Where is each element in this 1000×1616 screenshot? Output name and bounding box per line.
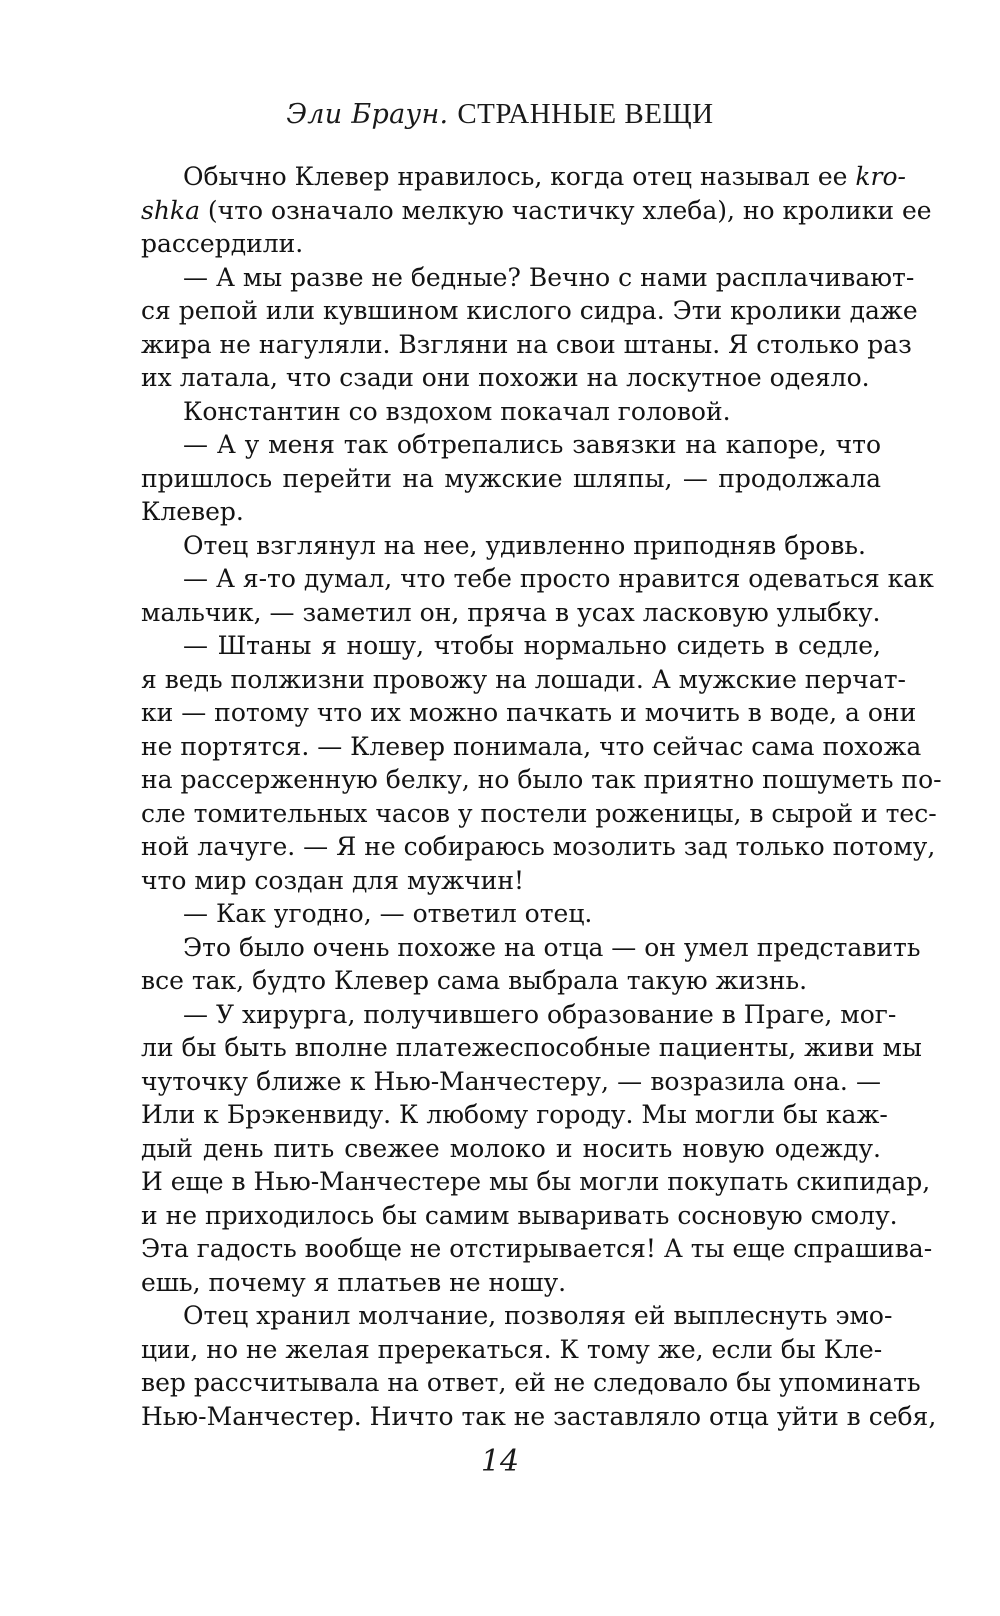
- text-line: и не приходилось бы самим вываривать сосновую смолу.: [141, 1200, 898, 1230]
- text-line: shka (что означало мелкую частичку хлеба), но кролики ее: [141, 195, 932, 225]
- text-line: — Как угодно, — ответил отец.: [183, 899, 593, 928]
- text-line: мальчик, — заметил он, пряча в усах ласковую улыбку.: [141, 597, 881, 627]
- text-line: Или к Брэкенвиду. К любому городу. Мы могли бы каж-: [141, 1100, 888, 1129]
- text-line: рассердили.: [141, 229, 304, 258]
- text-line: Обычно Клевер нравилось, когда отец называл ее kro-: [183, 162, 906, 191]
- text-line: чуточку ближе к Нью-Манчестеру, — возразила она. —: [141, 1066, 881, 1096]
- body-text: [141, 160, 942, 1433]
- text-line: сле томительных часов у постели роженицы, в сырой и тес-: [141, 798, 937, 828]
- text-line: ся репой или кувшином кислого сидра. Эти кролики даже: [141, 296, 918, 325]
- text-line: дый день пить свежее молоко и носить новую одежду.: [141, 1133, 881, 1163]
- text-line: на рассерженную белку, но было так приятно пошуметь по-: [141, 765, 942, 794]
- text-line: — У хирурга, получившего образование в Праге, мог-: [183, 999, 897, 1029]
- text-line: Нью-Манчестер. Ничто так не заставляло отца уйти в себя,: [141, 1401, 937, 1431]
- text-line: я ведь полжизни провожу на лошади. А мужские перчат-: [141, 664, 906, 694]
- text-line: И еще в Нью-Манчестере мы бы могли покупать скипидар,: [141, 1167, 931, 1196]
- text-line: жира не нагуляли. Взгляни на свои штаны. Я столько раз: [141, 329, 912, 359]
- text-line: Отец взглянул на нее, удивленно приподняв бровь.: [183, 530, 866, 560]
- text-line: Это было очень похоже на отца — он умел представить: [183, 932, 921, 962]
- text-line: вер рассчитывала на ответ, ей не следовало бы упоминать: [141, 1368, 921, 1397]
- running-head-title: СТРАННЫЕ ВЕЩИ: [457, 98, 714, 130]
- text-line: Эта гадость вообще не отстирывается! А ты еще спрашива-: [141, 1234, 933, 1263]
- page-number: 14: [480, 1444, 520, 1479]
- text-line: — А у меня так обтрепались завязки на капоре, что: [183, 430, 881, 459]
- text-line: ции, но не желая пререкаться. К тому же, если бы Кле-: [141, 1334, 883, 1364]
- text-line: ешь, почему я платьев не ношу.: [141, 1267, 567, 1297]
- text-line: что мир создан для мужчин!: [141, 865, 525, 895]
- text-line: пришлось перейти на мужские шляпы, — продолжала: [141, 463, 881, 493]
- text-line: ли бы быть вполне платежеспособные пациенты, живи мы: [141, 1033, 922, 1062]
- text-line: — А мы разве не бедные? Вечно с нами расплачивают-: [183, 262, 915, 292]
- running-head: [0, 98, 1000, 131]
- text-line: — Штаны я ношу, чтобы нормально сидеть в седле,: [183, 631, 881, 660]
- text-line: не портятся. — Клевер понимала, что сейчас сама похожа: [141, 731, 922, 761]
- text-line: все так, будто Клевер сама выбрала такую жизнь.: [141, 966, 808, 995]
- text-line: Клевер.: [141, 497, 244, 526]
- text-line: Константин со вздохом покачал головой.: [183, 396, 731, 426]
- text-line: Отец хранил молчание, позволяя ей выплеснуть эмо-: [183, 1301, 893, 1330]
- text-line: их латала, что сзади они похожи на лоскутное одеяло.: [141, 363, 870, 392]
- text-line: — А я-то думал, что тебе просто нравится одеваться как: [183, 564, 934, 593]
- text-line: ной лачуге. — Я не собираюсь мозолить зад только потому,: [141, 832, 936, 861]
- text-line: ки — потому что их можно пачкать и мочить в воде, а они: [141, 698, 917, 727]
- running-head-author: Эли Браун.: [286, 99, 449, 130]
